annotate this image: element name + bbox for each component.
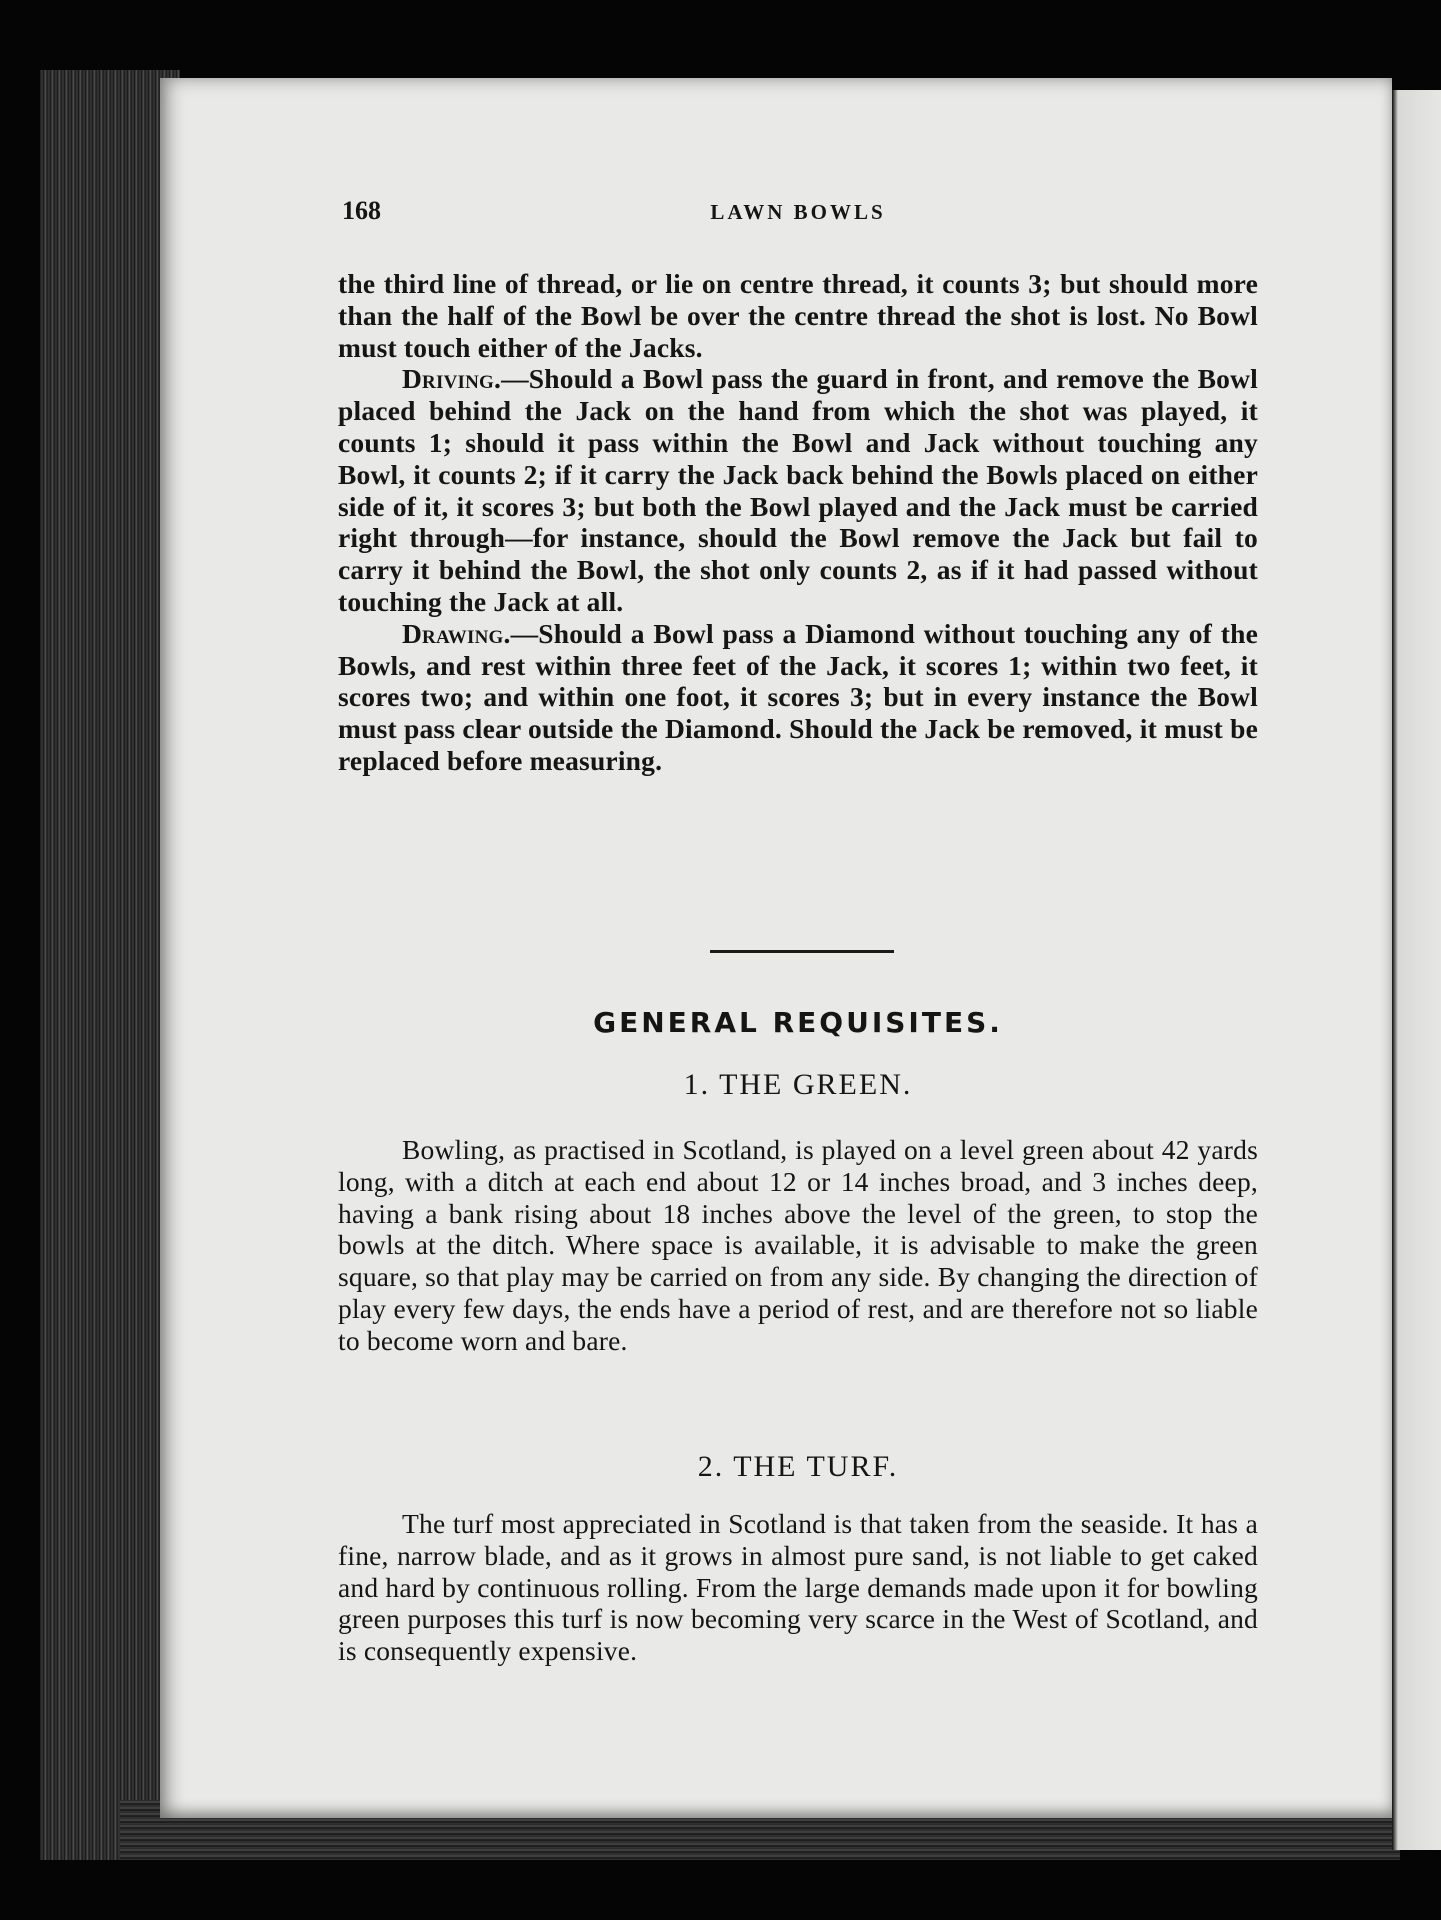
facing-page-edge: [1392, 90, 1441, 1850]
book-page-edges: [40, 70, 180, 1860]
paragraph-driving: [338, 363, 1258, 617]
driving-lead: Driving.: [402, 363, 502, 395]
paragraph-drawing: [338, 618, 1258, 777]
drawing-text: —Should a Bowl pass a Diamond without touching any of the Bowls, and rest within three feet of the Jack, it scores 1; within two feet, it scores two; and within one foot, it scores 3; but in every instance the Bowl must pass clear outside the Diamond. Should the Jack be removed, it must be replaced before measuring.: [338, 617, 1258, 776]
text-block-rules: [338, 268, 1258, 777]
paragraph-green: Bowling, as practised in Scotland, is played on a level green about 42 yards long, with a ditch at each end about 12 or 14 inches broad, and 3 inches deep, having a bank rising about 18 inches above the level of the green, to stop the bowls at the ditch. Where space is available, it is advisable to make the green square, so that play may be carried on from any side. By changing the direction of play every few days, the ends have a period of rest, and are therefore not so liable to become worn and bare.: [338, 1134, 1258, 1356]
text-block-turf: [338, 1508, 1258, 1667]
driving-text: —Should a Bowl pass the guard in front, and remove the Bowl placed behind the Jack on the hand from which the shot was played, it counts 1; should it pass within the Bowl and Jack without touching any Bowl, it counts 2; if it carry the Jack back behind the Bowls placed on either side of it, it scores 3; but both the Bowl played and the Jack must be carried right through—for instance, should the Bowl remove the Jack but fail to carry it behind the Bowl, the shot only counts 2, as if it had passed without touching the Jack at all.: [338, 363, 1258, 617]
section-title: GENERAL REQUISITES.: [593, 1006, 1003, 1039]
subsection-title-green: 1. THE GREEN.: [683, 1068, 913, 1101]
drawing-lead: Drawing.: [402, 617, 511, 649]
section-divider: [710, 950, 894, 953]
paragraph-continued: the third line of thread, or lie on centre thread, it counts 3; but should more than the half of the Bowl be over the centre thread the shot is lost. No Bowl must touch either of the Jacks.: [338, 268, 1258, 363]
running-title: LAWN BOWLS: [710, 200, 886, 224]
page-number: 168: [342, 196, 381, 225]
paragraph-turf: The turf most appreciated in Scotland is that taken from the seaside. It has a fine, narrow blade, and as it grows in almost pure sand, is not liable to get caked and hard by continuous rolling. From the large demands made upon it for bowling green purposes this turf is now becoming very scarce in the West of Scotland, and is consequently expensive.: [338, 1508, 1258, 1667]
subsection-title-turf: 2. THE TURF.: [697, 1450, 899, 1483]
text-block-green: [338, 1134, 1258, 1357]
